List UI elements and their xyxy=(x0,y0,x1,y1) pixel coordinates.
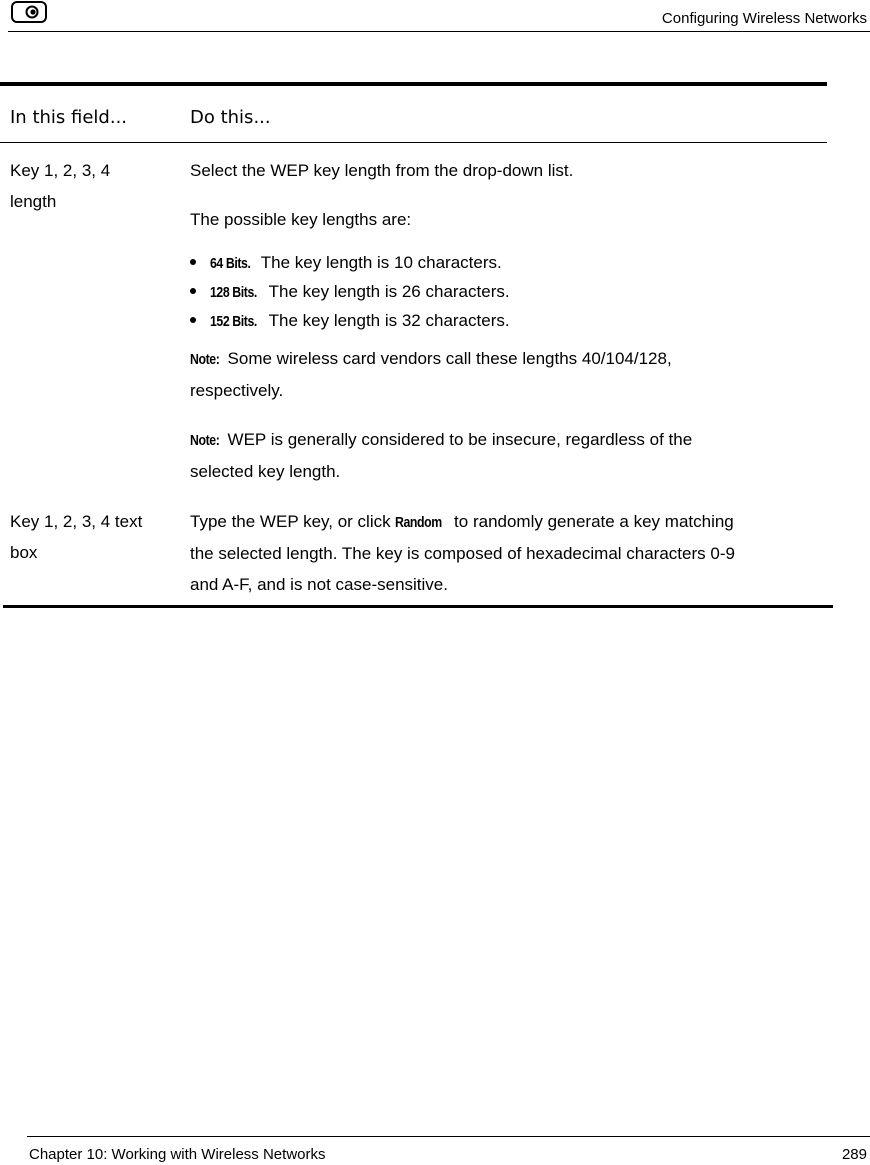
note-insecure: Note: WEP is generally considered to be insecure, regardless of the selected key length. xyxy=(190,430,693,481)
table-header-rule xyxy=(0,142,827,143)
field-name-key-length: Key 1, 2, 3, 4 length xyxy=(10,161,111,211)
footer-chapter: Chapter 10: Working with Wireless Networks xyxy=(29,1146,326,1163)
desc-possible-line: The possible key lengths are: xyxy=(190,210,412,229)
table-bottom-rule xyxy=(3,605,833,608)
footer-rule xyxy=(27,1136,870,1137)
desc-key-textbox: Type the WEP key, or click Random to randomly generate a key matching the selected length. The key is composed of hexadecimal characters 0-9 and A-F, and is not case-sensitive. xyxy=(190,506,800,600)
column-heading-action: Do this... xyxy=(190,107,271,128)
page-number: 289 xyxy=(841,1146,867,1163)
camera-icon xyxy=(11,1,47,23)
header-title: Configuring Wireless Networks xyxy=(661,10,867,27)
list-item: 128 Bits. The key length is 26 characters. xyxy=(190,277,510,307)
list-item: 152 Bits. The key length is 32 characters. xyxy=(190,306,510,336)
bullet-icon xyxy=(190,259,196,265)
desc-select-line: Select the WEP key length from the drop-down list. xyxy=(190,161,574,180)
note-vendors: Note: Some wireless card vendors call these lengths 40/104/128, respectively. xyxy=(190,349,672,400)
list-item: 64 Bits. The key length is 10 characters. xyxy=(190,248,502,278)
field-name-key-textbox: Key 1, 2, 3, 4 text box xyxy=(10,512,143,562)
column-heading-field: In this field... xyxy=(10,107,128,128)
random-label: Random xyxy=(395,514,443,531)
page-header xyxy=(8,0,870,32)
table-top-rule xyxy=(0,82,827,86)
bullet-icon xyxy=(190,317,196,323)
bullet-icon xyxy=(190,288,196,294)
